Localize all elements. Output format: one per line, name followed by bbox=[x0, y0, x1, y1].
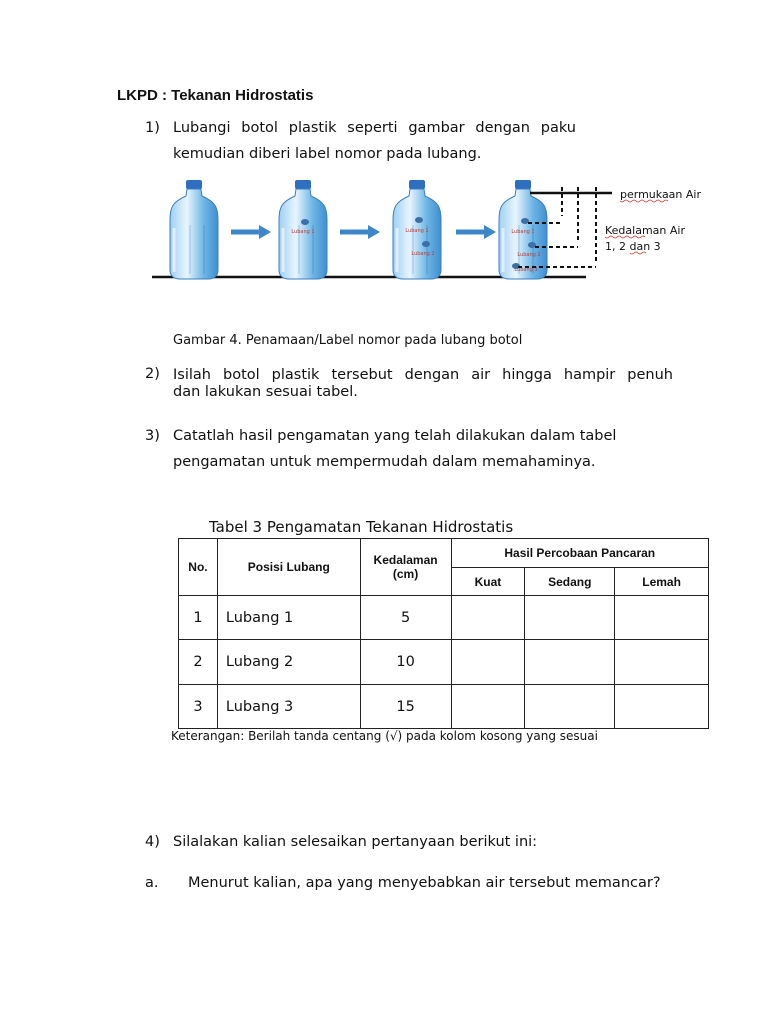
cell-lemah[interactable] bbox=[615, 596, 709, 640]
cell-kuat[interactable] bbox=[451, 596, 525, 640]
hole-1 bbox=[301, 219, 309, 225]
step-4-text: Silalakan kalian selesaikan pertanyaan berikut ini: bbox=[173, 834, 538, 850]
step-4-number: 4) bbox=[145, 834, 160, 850]
arrow-1 bbox=[231, 225, 271, 239]
cell-posisi: Lubang 3 bbox=[217, 685, 360, 729]
cell-kuat[interactable] bbox=[451, 685, 525, 729]
cell-sedang[interactable] bbox=[525, 640, 615, 685]
step-2-number: 2) bbox=[145, 366, 160, 382]
cell-lemah[interactable] bbox=[615, 640, 709, 685]
hole-label: Lubang 3 bbox=[514, 267, 538, 273]
depth-label-line-1: Kedalaman Air bbox=[605, 224, 685, 237]
step-1-number: 1) bbox=[145, 120, 160, 136]
cell-kuat[interactable] bbox=[451, 640, 525, 685]
table-note: Keterangan: Berilah tanda centang (√) pada kolom kosong yang sesuai bbox=[171, 729, 598, 743]
hole-label: Lubang 2 bbox=[517, 252, 541, 258]
header-kedalaman-line-2: (cm) bbox=[392, 567, 419, 581]
step-3-line-1: Catatlah hasil pengamatan yang telah dilakukan dalam tabel bbox=[173, 428, 617, 444]
cell-sedang[interactable] bbox=[525, 685, 615, 729]
question-a-text: Menurut kalian, apa yang menyebabkan air tersebut memancar? bbox=[188, 875, 661, 891]
figure-caption: Gambar 4. Penamaan/Label nomor pada lubang botol bbox=[173, 333, 523, 348]
cell-posisi: Lubang 1 bbox=[217, 596, 360, 640]
bottle-3 bbox=[393, 180, 441, 279]
header-no: No. bbox=[179, 539, 218, 596]
cell-posisi: Lubang 2 bbox=[217, 640, 360, 685]
hole-1 bbox=[521, 218, 529, 224]
cell-lemah[interactable] bbox=[615, 685, 709, 729]
cell-kedalaman: 5 bbox=[360, 596, 451, 640]
step-1-line-1: Lubangi botol plastik seperti gambar dengan paku bbox=[173, 120, 576, 136]
header-lemah: Lemah bbox=[615, 568, 709, 596]
table-row bbox=[179, 685, 709, 729]
bottle-4 bbox=[499, 180, 547, 279]
arrow-3 bbox=[456, 225, 496, 239]
hole-label: Lubang 2 bbox=[411, 251, 435, 257]
cell-no: 3 bbox=[179, 685, 218, 729]
page-title: LKPD : Tekanan Hidrostatis bbox=[117, 87, 314, 104]
bottle-1 bbox=[170, 180, 218, 279]
cell-kedalaman: 15 bbox=[360, 685, 451, 729]
hole-2 bbox=[528, 242, 536, 248]
cell-no: 2 bbox=[179, 640, 218, 685]
header-kedalaman bbox=[360, 539, 451, 596]
table-row bbox=[179, 596, 709, 640]
step-1-line-2: kemudian diberi label nomor pada lubang. bbox=[173, 146, 482, 162]
header-posisi: Posisi Lubang bbox=[217, 539, 360, 596]
hole-label: Lubang 1 bbox=[291, 229, 315, 235]
step-3-line-2: pengamatan untuk mempermudah dalam memahaminya. bbox=[173, 454, 596, 470]
cell-kedalaman: 10 bbox=[360, 640, 451, 685]
depth-label-line-2: 1, 2 dan 3 bbox=[605, 240, 661, 253]
header-hasil: Hasil Percobaan Pancaran bbox=[451, 539, 708, 568]
bottle-figure bbox=[150, 176, 720, 286]
table-row bbox=[179, 640, 709, 685]
hole-2 bbox=[422, 241, 430, 247]
cell-sedang[interactable] bbox=[525, 596, 615, 640]
step-2-line-2: dan lakukan sesuai tabel. bbox=[173, 384, 358, 400]
cell-no: 1 bbox=[179, 596, 218, 640]
step-3-number: 3) bbox=[145, 428, 160, 444]
step-2-line-1: Isilah botol plastik tersebut dengan air hingga hampir penuh bbox=[173, 367, 673, 383]
header-sedang: Sedang bbox=[525, 568, 615, 596]
surface-label: permukaan Air bbox=[620, 188, 701, 201]
header-kedalaman-line-1: Kedalaman bbox=[373, 553, 438, 567]
observation-table bbox=[178, 538, 709, 729]
hole-label: Lubang 1 bbox=[405, 228, 429, 234]
header-kuat: Kuat bbox=[451, 568, 525, 596]
hole-1 bbox=[415, 217, 423, 223]
table-caption: Tabel 3 Pengamatan Tekanan Hidrostatis bbox=[209, 518, 514, 536]
arrow-2 bbox=[340, 225, 380, 239]
hole-label: Lubang 1 bbox=[511, 229, 535, 235]
bottle-2 bbox=[279, 180, 327, 279]
question-a-label: a. bbox=[145, 875, 159, 891]
